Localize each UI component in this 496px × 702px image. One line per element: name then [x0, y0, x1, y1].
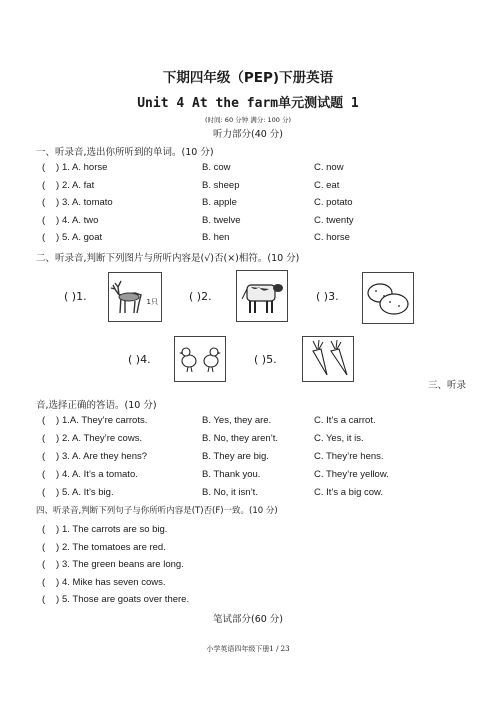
answer-paren-open[interactable]: ( [42, 576, 46, 588]
option-c: C. now [314, 162, 344, 173]
answer-paren-close: ) [56, 214, 60, 226]
option-a: 5. A. It’s big. [62, 487, 114, 498]
answer-paren-close: ) [56, 179, 60, 191]
option-b: B. cow [202, 162, 231, 173]
answer-paren-open[interactable]: ( [42, 433, 46, 444]
option-b: B. Thank you. [202, 469, 261, 480]
written-part-heading: 笔试部分(60 分) [212, 614, 284, 625]
option-a: 2. A. They’re cows. [62, 433, 143, 444]
option-a: 1.A. They’re carrots. [62, 415, 148, 426]
answer-paren-close: ) [56, 576, 60, 588]
cow-picture [236, 270, 288, 322]
option-a: 5. A. goat [62, 232, 103, 243]
cow-icon [237, 271, 287, 321]
answer-paren-close: ) [56, 469, 60, 480]
listening-part-heading: 听力部分(40 分) [212, 129, 284, 140]
option-c: C. It’s a carrot. [314, 415, 376, 426]
statement-text: 1. The carrots are so big. [62, 524, 168, 535]
potato-picture [362, 272, 414, 324]
unit-title: Unit 4 At the farm单元测试题 1 [137, 96, 359, 111]
answer-paren-open[interactable]: ( [42, 232, 46, 243]
chick-picture [174, 336, 226, 382]
answer-paren-close: ) [56, 594, 60, 605]
answer-paren-open[interactable]: ( [42, 162, 46, 173]
pic2-label: ( )2. [189, 290, 212, 303]
option-a: 3. A. Are they hens? [62, 451, 148, 462]
option-b: B. No, it isn’t. [202, 487, 258, 498]
answer-paren-open[interactable]: ( [42, 451, 46, 462]
answer-paren-close: ) [56, 487, 60, 498]
option-c: C. potato [314, 197, 353, 208]
option-c: C. They’re hens. [314, 451, 384, 462]
option-c: C. eat [314, 179, 340, 191]
answer-paren-open[interactable]: ( [42, 594, 46, 605]
pic5-label: ( )5. [254, 353, 277, 366]
answer-paren-open[interactable]: ( [42, 469, 46, 480]
answer-paren-close: ) [56, 524, 60, 535]
answer-paren-close: ) [56, 541, 60, 553]
answer-paren-open[interactable]: ( [42, 197, 46, 208]
time-info: (时间: 60 分钟 满分: 100 分) [205, 116, 291, 124]
option-a: 1. A. horse [62, 162, 108, 173]
statement-text: 4. Mike has seven cows. [62, 576, 166, 588]
answer-paren-open[interactable]: ( [42, 524, 46, 535]
carrot-icon [303, 337, 353, 381]
answer-paren-close: ) [56, 559, 60, 570]
section1-heading: 一、听录音,选出你所听到的单词。(10 分) [36, 147, 214, 158]
answer-paren-open[interactable]: ( [42, 559, 46, 570]
answer-paren-open[interactable]: ( [42, 415, 46, 426]
section2-heading: 二、听录音,判断下列图片与所听内容是(√)否(×)相符。(10 分) [36, 253, 300, 264]
answer-paren-close: ) [56, 415, 60, 426]
option-b: B. hen [202, 232, 230, 243]
option-b: B. twelve [202, 214, 241, 226]
option-c: C. twenty [314, 214, 354, 226]
option-b: B. They are big. [202, 451, 269, 462]
option-a: 3. A. tomato [62, 197, 113, 208]
section3-heading-part2: 音,选择正确的答语。(10 分) [36, 400, 157, 411]
answer-paren-close: ) [56, 433, 60, 444]
pic3-label: ( )3. [316, 290, 339, 303]
page-title: 下期四年级（PEP)下册英语 [162, 70, 334, 86]
statement-text: 2. The tomatoes are red. [62, 541, 166, 553]
answer-paren-open[interactable]: ( [42, 541, 46, 553]
option-c: C. They’re yellow. [314, 469, 389, 480]
statement-text: 3. The green beans are long. [62, 559, 184, 570]
answer-paren-close: ) [56, 197, 60, 208]
answer-paren-open[interactable]: ( [42, 179, 46, 191]
page-footer: 小学英语四年级下册1 / 23 [206, 645, 290, 653]
answer-paren-open[interactable]: ( [42, 214, 46, 226]
option-a: 2. A. fat [62, 179, 95, 191]
answer-paren-close: ) [56, 232, 60, 243]
pic1-label: ( )1. [64, 290, 87, 303]
section3-heading-part1: 三、听录 [427, 380, 466, 391]
section4-heading: 四、听录音,判断下列句子与你所听内容是(T)否(F)一致。(10 分) [36, 506, 278, 516]
option-b: B. sheep [202, 179, 240, 191]
answer-paren-close: ) [56, 451, 60, 462]
option-c: C. Yes, it is. [314, 433, 364, 444]
pic1-caption: 1只 [146, 298, 158, 306]
potato-icon [363, 273, 413, 323]
answer-paren-close: ) [56, 162, 60, 173]
pic4-label: ( )4. [128, 353, 151, 366]
option-c: C. It’s a big cow. [314, 487, 383, 498]
carrot-picture [302, 336, 354, 382]
answer-paren-open[interactable]: ( [42, 487, 46, 498]
option-b: B. No, they aren’t. [202, 433, 279, 444]
chick-icon [175, 337, 225, 381]
option-a: 4. A. two [62, 214, 99, 226]
option-b: B. Yes, they are. [202, 415, 272, 426]
option-c: C. horse [314, 232, 350, 243]
deer-picture [108, 272, 162, 322]
option-a: 4. A. It’s a tomato. [62, 469, 138, 480]
statement-text: 5. Those are goats over there. [62, 594, 190, 605]
option-b: B. apple [202, 197, 237, 208]
